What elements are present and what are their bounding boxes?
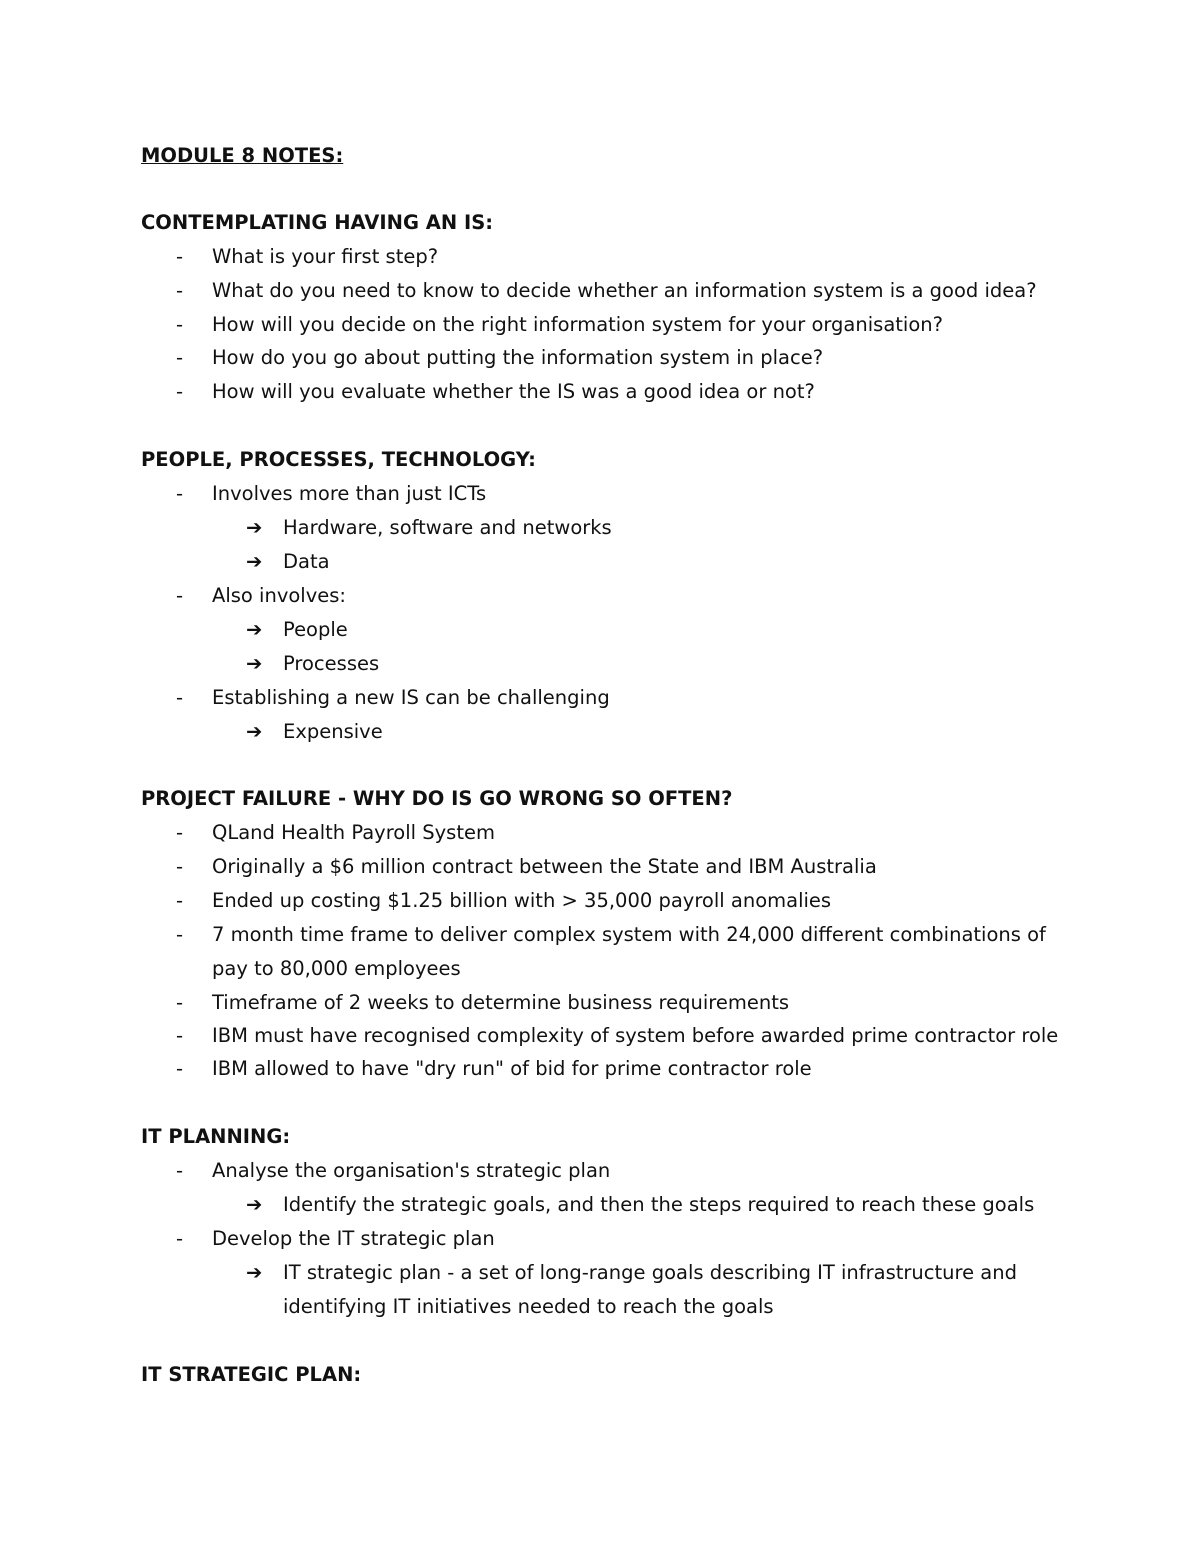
list-item: Involves more than just ICTs: [212, 482, 487, 505]
dash-bullet: -: [176, 279, 184, 302]
list-item: Analyse the organisation's strategic plan: [212, 1159, 611, 1182]
arrow-icon: ➔: [246, 618, 263, 641]
sub-list-item: Identify the strategic goals, and then the steps required to reach these goals: [283, 1193, 1035, 1216]
list-item: Ended up costing $1.25 billion with > 35,000 payroll anomalies: [212, 889, 832, 912]
dash-bullet: -: [176, 1057, 184, 1080]
list-item: How will you decide on the right information system for your organisation?: [212, 313, 943, 336]
list-item: Timeframe of 2 weeks to determine business requirements: [212, 991, 790, 1014]
list-item: Develop the IT strategic plan: [212, 1227, 495, 1250]
arrow-icon: ➔: [246, 1193, 263, 1216]
arrow-icon: ➔: [246, 720, 263, 743]
list-item: How do you go about putting the information system in place?: [212, 346, 824, 369]
arrow-icon: ➔: [246, 1261, 263, 1284]
section-heading: CONTEMPLATING HAVING AN IS:: [141, 211, 494, 234]
sub-list-item: Processes: [283, 652, 380, 675]
document-title: MODULE 8 NOTES:: [141, 144, 344, 167]
sub-list-item: Hardware, software and networks: [283, 516, 612, 539]
dash-bullet: -: [176, 346, 184, 369]
list-item: What do you need to know to decide whether an information system is a good idea?: [212, 279, 1037, 302]
list-item: How will you evaluate whether the IS was a good idea or not?: [212, 380, 815, 403]
dash-bullet: -: [176, 313, 184, 336]
list-item: Also involves:: [212, 584, 346, 607]
dash-bullet: -: [176, 584, 184, 607]
section-heading: PEOPLE, PROCESSES, TECHNOLOGY:: [141, 448, 536, 471]
list-item: 7 month time frame to deliver complex system with 24,000 different combinations of: [212, 923, 1046, 946]
section-heading: IT STRATEGIC PLAN:: [141, 1363, 362, 1386]
list-item: Establishing a new IS can be challenging: [212, 686, 610, 709]
arrow-icon: ➔: [246, 652, 263, 675]
dash-bullet: -: [176, 821, 184, 844]
dash-bullet: -: [176, 1024, 184, 1047]
arrow-icon: ➔: [246, 516, 263, 539]
list-item: What is your first step?: [212, 245, 439, 268]
dash-bullet: -: [176, 855, 184, 878]
dash-bullet: -: [176, 1227, 184, 1250]
section-heading: IT PLANNING:: [141, 1125, 291, 1148]
dash-bullet: -: [176, 380, 184, 403]
sub-list-item: IT strategic plan - a set of long-range goals describing IT infrastructure and: [283, 1261, 1017, 1284]
list-item: QLand Health Payroll System: [212, 821, 495, 844]
dash-bullet: -: [176, 686, 184, 709]
arrow-icon: ➔: [246, 550, 263, 573]
dash-bullet: -: [176, 245, 184, 268]
dash-bullet: -: [176, 1159, 184, 1182]
sub-list-item: People: [283, 618, 348, 641]
sub-list-item-continuation: identifying IT initiatives needed to reach the goals: [283, 1295, 774, 1318]
list-item: IBM allowed to have "dry run" of bid for prime contractor role: [212, 1057, 812, 1080]
list-item-continuation: pay to 80,000 employees: [212, 957, 461, 980]
list-item: Originally a $6 million contract between the State and IBM Australia: [212, 855, 877, 878]
list-item: IBM must have recognised complexity of system before awarded prime contractor role: [212, 1024, 1059, 1047]
sub-list-item: Data: [283, 550, 330, 573]
dash-bullet: -: [176, 923, 184, 946]
sub-list-item: Expensive: [283, 720, 383, 743]
section-heading: PROJECT FAILURE - WHY DO IS GO WRONG SO OFTEN?: [141, 787, 733, 810]
dash-bullet: -: [176, 991, 184, 1014]
dash-bullet: -: [176, 482, 184, 505]
dash-bullet: -: [176, 889, 184, 912]
